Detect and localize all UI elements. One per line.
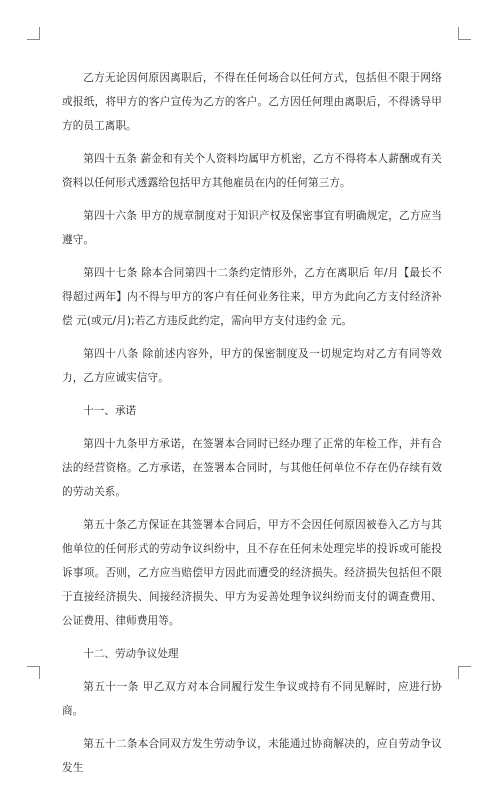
- paragraph-article-49: 第四十九条甲方承诺，在签署本合同时已经办理了正常的年检工作，并有合法的经营资格。乙方承诺，在签署本合同时，与其他任何单位不存在仍存续有效的劳动关系。: [62, 438, 442, 498]
- paragraph-article-50: 第五十条乙方保证在其签署本合同后，甲方不会因任何原因被卷入乙方与其他单位的任何形式的劳动争议纠纷中，且不存在任何未处理完毕的投诉或可能投诉事项。否则，乙方应当赔偿甲方因此而遭受的经济损失。经济损失包括但不限于直接经济损失、间接经济损失、甲方为妥善处理争议纠纷而支付的调查费用、公证费用、律师费用等。: [62, 519, 442, 627]
- paragraph-article-46: 第四十六条 甲方的规章制度对于知识产权及保密事宜有明确规定，乙方应当遵守。: [62, 210, 442, 246]
- paragraph-article-48: 第四十八条 除前述内容外，甲方的保密制度及一切规定均对乙方有同等效力，乙方应诚实信守。: [62, 348, 442, 384]
- crop-mark-top-left: [27, 27, 40, 40]
- paragraph-departure-clause: 乙方无论因何原因离职后，不得在任何场合以任何方式，包括但不限于网络或报纸，将甲方的客户宣传为乙方的客户。乙方因任何理由离职后，不得诱导甲方的员工离职。: [62, 72, 442, 132]
- crop-mark-bottom-left: [27, 666, 40, 679]
- section-heading-dispute-handling: 十二、劳动争议处理: [83, 648, 179, 660]
- crop-mark-top-right: [458, 27, 471, 40]
- document-body: [62, 66, 442, 789]
- paragraph-article-47: 第四十七条 除本合同第四十二条约定情形外，乙方在离职后 年/月【最长不得超过两年】内不得与甲方的客户有任何业务往来，甲方为此向乙方支付经济补偿 元(或元/月);若乙方违反此约定，需向甲方支付违约金 元。: [62, 267, 442, 327]
- crop-mark-bottom-right: [458, 666, 471, 679]
- paragraph-article-52: 第五十二条本合同双方发生劳动争议，未能通过协商解决的，应自劳动争议发生: [62, 738, 442, 774]
- section-heading-commitments: 十一、承诺: [83, 405, 137, 417]
- paragraph-article-45: 第四十五条 薪金和有关个人资料均属甲方机密，乙方不得将本人薪酬或有关资料以任何形式透露给包括甲方其他雇员在内的任何第三方。: [62, 153, 442, 189]
- paragraph-article-51: 第五十一条 甲乙双方对本合同履行发生争议或持有不同见解时，应进行协商。: [62, 681, 442, 717]
